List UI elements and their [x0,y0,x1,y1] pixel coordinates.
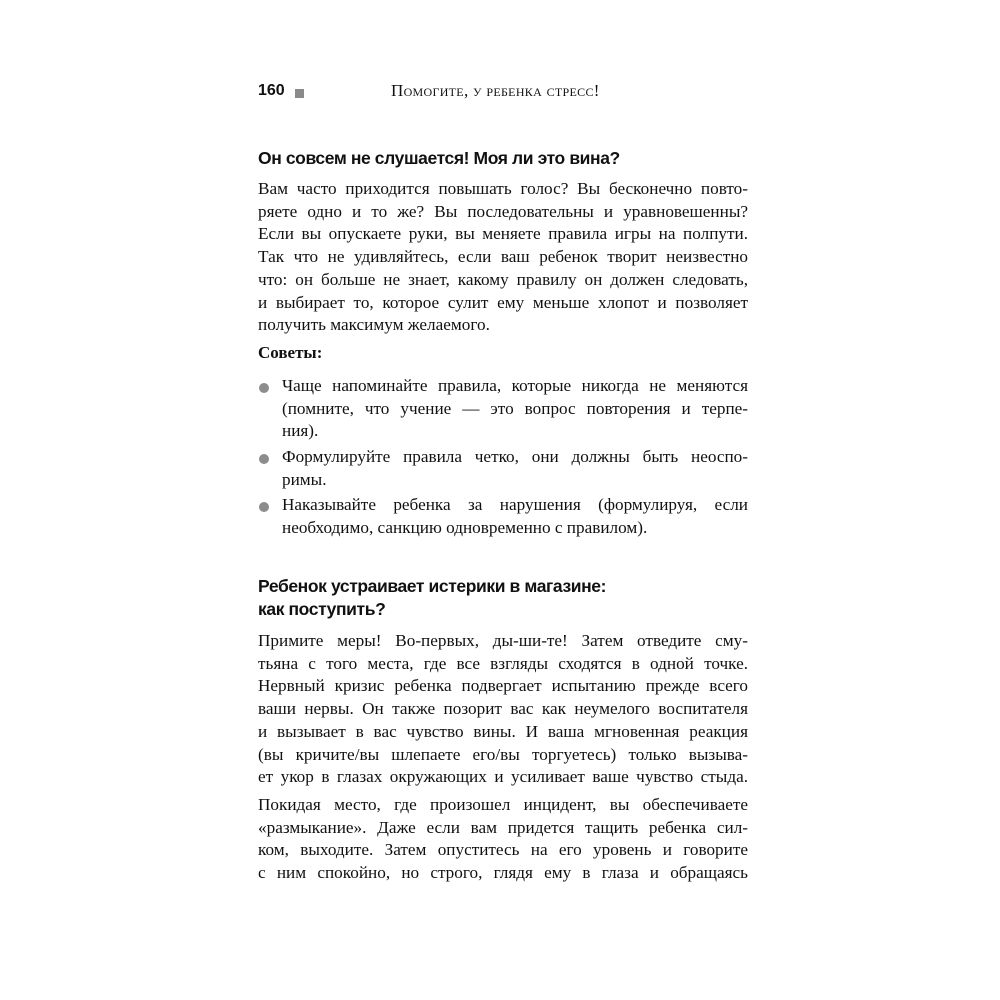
text-line: ряете одно и то же? Вы последовательны и уравновешенны? [258,201,748,221]
section-heading: Он совсем не слушается! Моя ли это вина? [258,148,620,168]
text-line: Если вы опускаете руки, вы меняете правила игры на полпути. [258,224,748,244]
text-line: и выбирает то, которое сулит ему меньше хлопот и позволяет [258,292,748,312]
paragraph [258,630,748,789]
text-line: римы. [282,469,327,489]
bullet-icon [259,502,269,512]
text-line: с ним спокойно, но строго, глядя ему в глаза и обращаясь [258,863,748,883]
text-line: Наказывайте ребенка за нарушения (формулируя, если [282,495,748,514]
list-item [258,446,748,494]
text-line: Вам часто приходится повышать голос? Вы бесконечно повто- [258,179,748,198]
running-title: Помогите, у ребенка стресс! [391,81,600,100]
paragraph [258,178,748,337]
bullet-icon [259,383,269,393]
text-line: «размыкание». Даже если вам придется тащить ребенка сил- [258,817,748,837]
text-line: что: он больше не знает, какому правилу он должен следовать, [258,269,748,289]
list-item [258,375,748,445]
text-line: получить максимум желаемого. [258,315,490,335]
list-item-text [282,375,748,443]
text-line: (вы кричите/вы шлепаете его/вы торгуетесь) только вызыва- [258,744,748,764]
text-line: необходимо, санкцию одновременно с правилом). [282,517,648,537]
paragraph [258,794,748,885]
header-square-ornament [295,89,304,98]
running-header [258,80,758,104]
tips-label: Советы: [258,343,323,362]
text-line: и вызывает в вас чувство вины. И ваша мгновенная реакция [258,721,748,741]
text-line: ния). [282,421,319,441]
bullet-icon [259,454,269,464]
list-item-text [282,494,748,539]
text-line: ком, выходите. Затем опуститесь на его уровень и говорите [258,840,748,860]
list-item-text [282,446,748,491]
text-line: ваши нервы. Он также позорит вас как неумелого воспитателя [258,699,748,719]
text-line: Нервный кризис ребенка подвергает испытанию прежде всего [258,676,748,696]
page-number: 160 [258,82,285,99]
book-page [258,0,758,1000]
text-line: ет укор в глазах окружающих и усиливает ваше чувство стыда. [258,767,748,787]
section-heading: Ребенок устраивает истерики в магазине: [258,576,607,596]
section-heading: как поступить? [258,599,386,619]
text-line: тьяна с того места, где все взгляды сходятся в одной точке. [258,653,748,673]
text-line: Примите меры! Во-первых, ды-ши-те! Затем отведите сму- [258,631,748,650]
text-line: Формулируйте правила четко, они должны быть неоспо- [282,447,748,466]
text-line: (помните, что учение — это вопрос повторения и терпе- [282,398,748,418]
text-line: Покидая место, где произошел инцидент, вы обеспечиваете [258,795,748,814]
text-line: Чаще напоминайте правила, которые никогда не меняются [282,376,748,395]
text-line: Так что не удивляйтесь, если ваш ребенок творит неизвестно [258,247,748,267]
list-item [258,494,748,542]
